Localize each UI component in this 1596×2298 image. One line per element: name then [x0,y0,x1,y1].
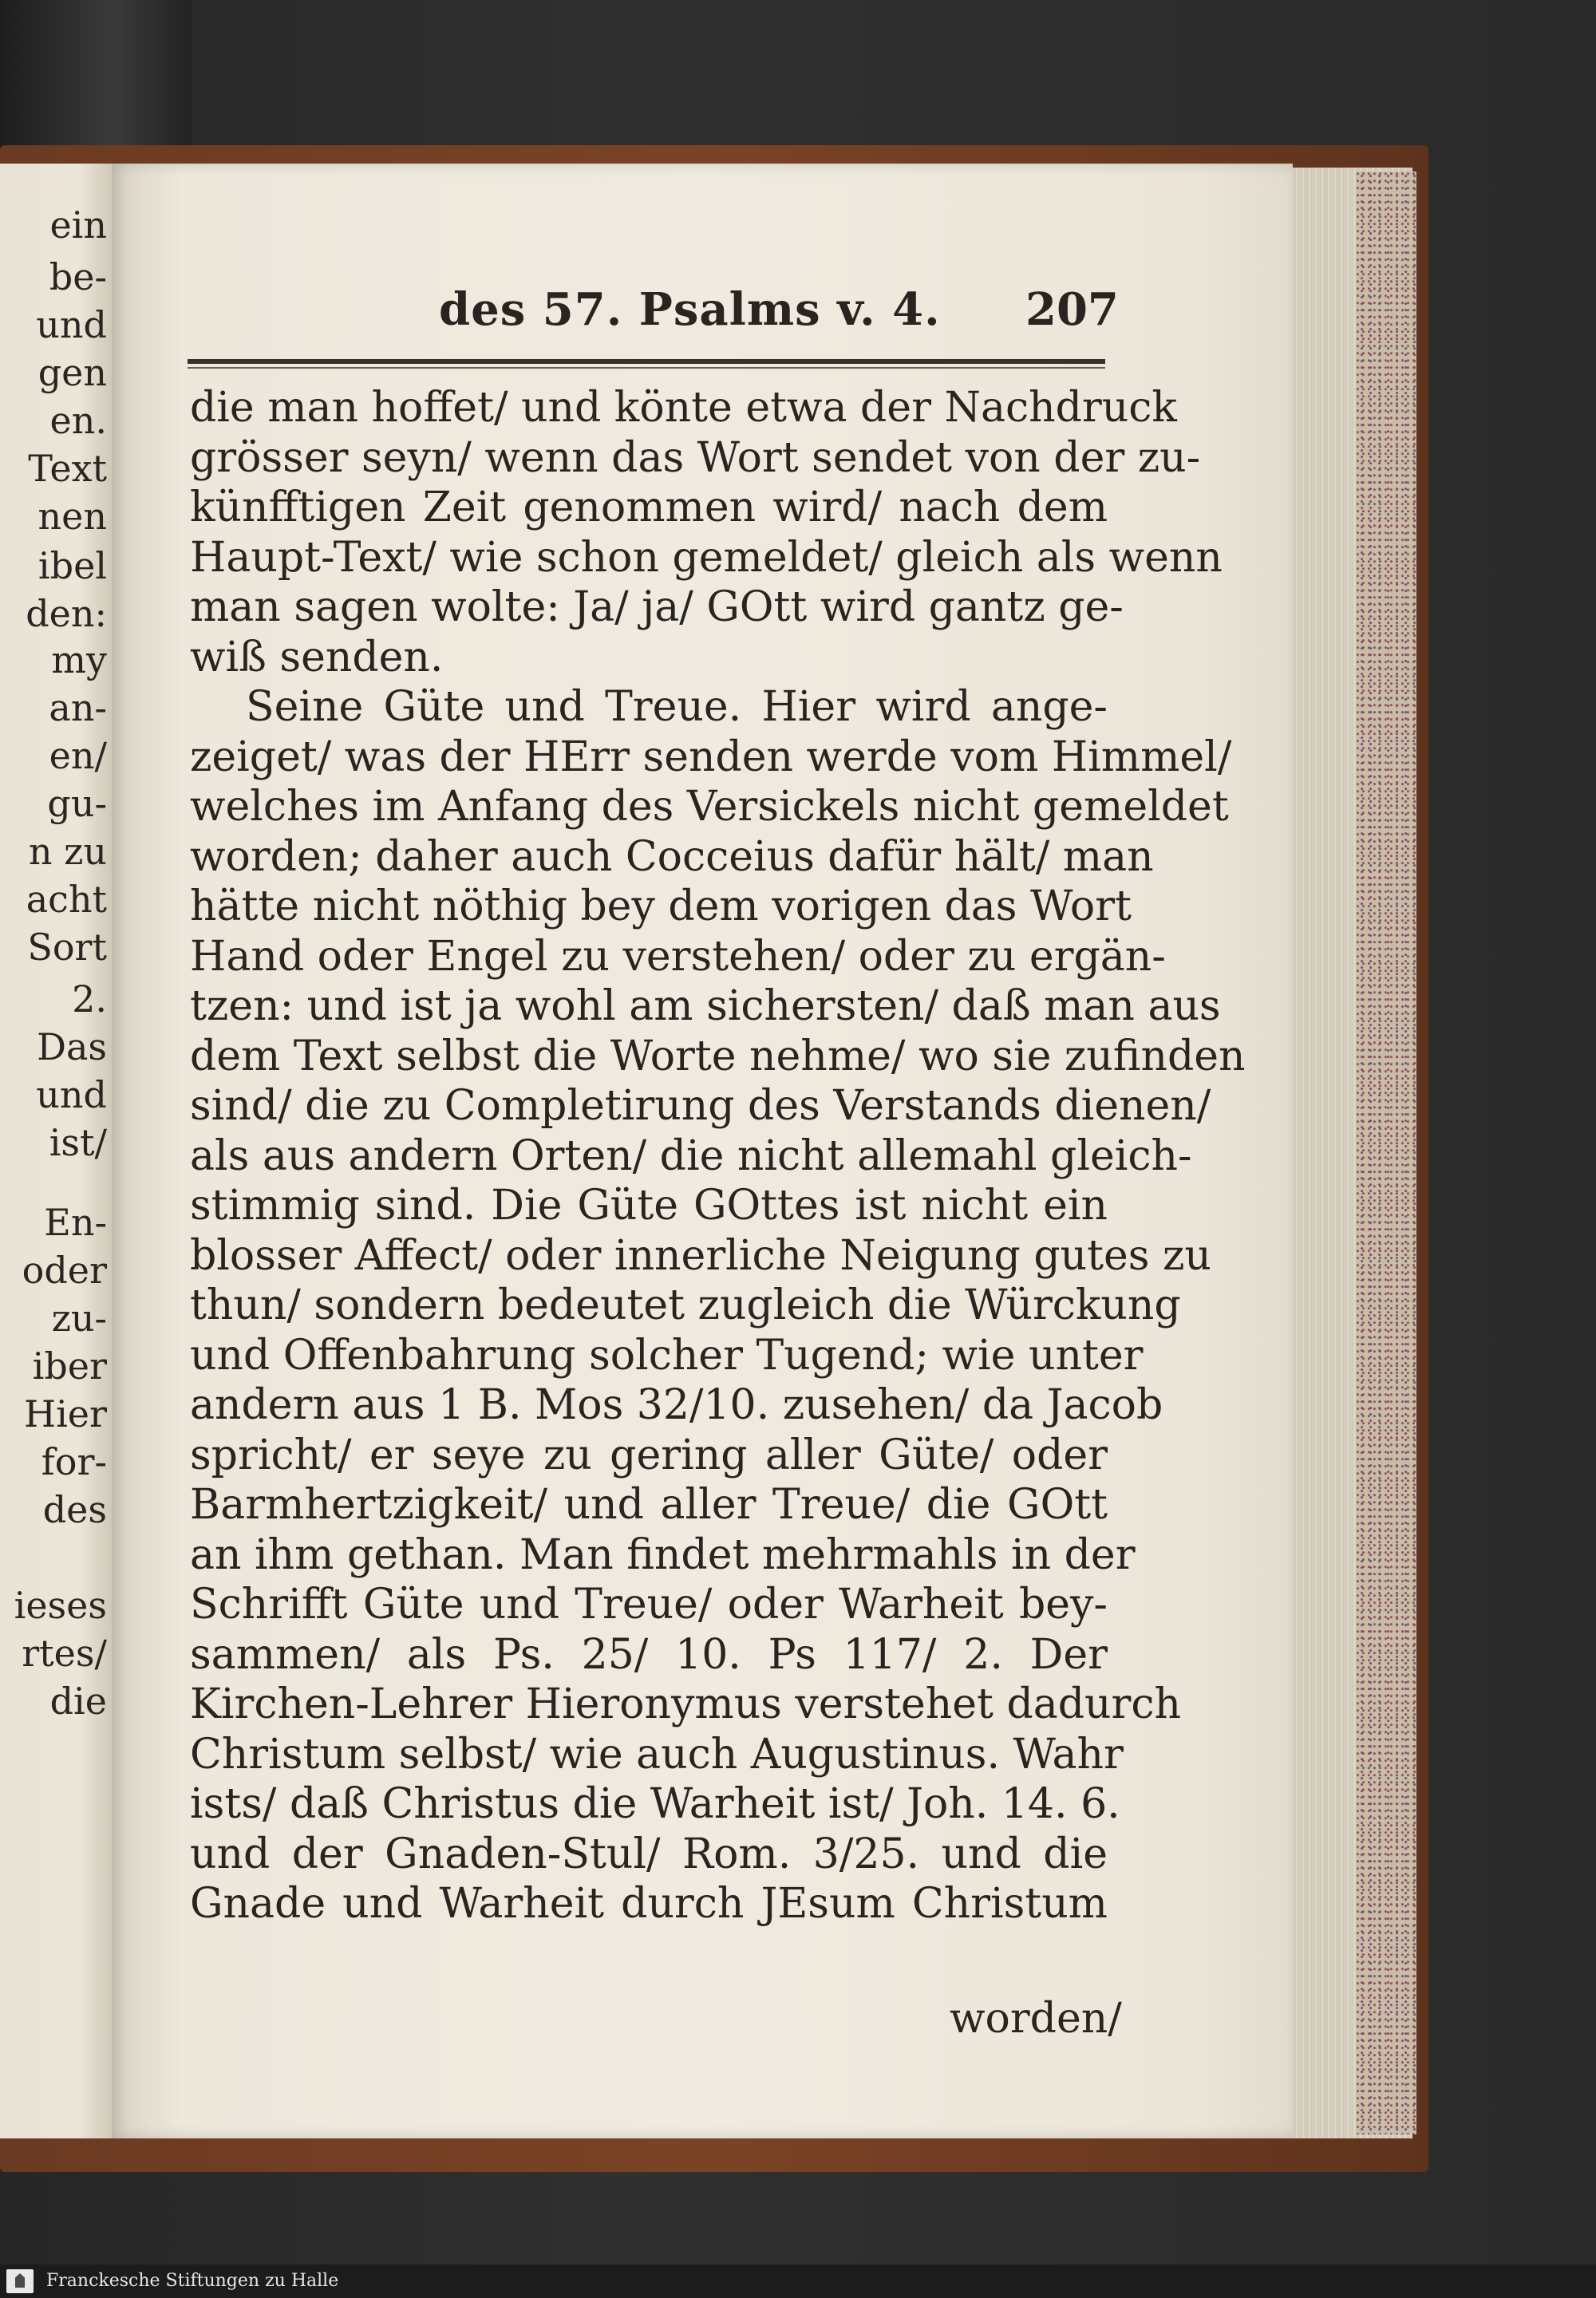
left-page-fragment: En- [44,1201,107,1244]
left-page-fragment: for- [41,1440,107,1483]
header-rule [188,359,1105,364]
body-text [190,383,1246,1929]
left-page-fragment: und [36,303,107,346]
catchword: worden/ [950,1995,1122,2043]
left-page-fragment: die [49,1680,107,1723]
running-head: des 57. Psalms v. 4. [439,283,941,336]
left-page-fragment: und [36,1073,107,1116]
text-line: zeiget/ was der HErr senden werde vom Himmel/ [190,732,1232,781]
left-page-fragment: Text [28,447,107,490]
text-line: blosser Affect/ oder innerliche Neigung gutes zu [190,1231,1211,1280]
text-line: an ihm gethan. Man findet mehrmahls in der [190,1530,1136,1579]
text-line: thun/ sondern bedeutet zugleich die Würckung [190,1281,1181,1329]
text-line: sind/ die zu Completirung des Verstands dienen/ [190,1082,1211,1130]
left-page-fragment: den: [26,592,107,635]
left-page-fragment: ieses [14,1584,107,1627]
text-line: worden; daher auch Cocceius dafür hält/ man [190,832,1154,881]
text-line: andern aus 1 B. Mos 32/10. zusehen/ da Jacob [190,1381,1163,1429]
left-page-fragment: an- [49,686,107,729]
page-edges-speckled [1357,172,1416,2134]
left-page-fragment: be- [49,255,107,298]
spine [0,0,192,160]
text-line: welches im Anfang des Versickels nicht gemeldet [190,783,1229,831]
left-page-fragment: nen [38,495,107,538]
text-line: und der Gnaden-Stul/ Rom. 3/25. und die [190,1830,1108,1878]
left-page-fragment: Sort [27,926,107,969]
text-line: dem Text selbst die Worte nehme/ wo sie zufinden [190,1032,1246,1080]
left-page-fragment: gu- [47,782,107,825]
text-line: Barmhertzigkeit/ und aller Treue/ die GOtt [190,1481,1108,1529]
left-page-fragment: Hier [23,1392,107,1435]
left-page-fragment: ein [49,203,107,247]
page-number: 207 [1025,283,1119,336]
left-page-fragment: zu- [51,1297,107,1340]
text-line: grösser seyn/ wenn das Wort sendet von der zu- [190,433,1201,482]
left-page-fragment: my [51,638,107,681]
left-page-fragment: ibel [38,544,107,587]
text-line: Hand oder Engel zu verstehen/ oder zu ergän- [190,932,1166,981]
text-line: spricht/ er seye zu gering aller Güte/ oder [190,1431,1108,1479]
text-line: die man hoffet/ und könte etwa der Nachdruck [190,384,1177,432]
text-line: künfftigen Zeit genommen wird/ nach dem [190,484,1108,531]
text-line: als aus andern Orten/ die nicht allemahl gleich- [190,1131,1192,1180]
left-page-fragment: en. [49,399,107,442]
left-page-fragment: gen [38,351,107,394]
text-line: man sagen wolte: Ja/ ja/ GOtt wird gantz ge- [190,583,1124,631]
text-line: Kirchen-Lehrer Hieronymus verstehet dadurch [190,1680,1181,1728]
text-line: Schrifft Güte und Treue/ oder Warheit bey- [190,1581,1108,1629]
text-line: stimmig sind. Die Güte GOttes ist nicht ein [190,1182,1108,1230]
left-page-fragment: en/ [49,734,107,777]
left-page-fragment: rtes/ [22,1632,107,1675]
text-line: Christum selbst/ wie auch Augustinus. Wahr [190,1730,1124,1779]
text-line: tzen: und ist ja wohl am sichersten/ daß man aus [190,982,1221,1030]
footer-institution: Franckesche Stiftungen zu Halle [46,2271,339,2291]
text-line: Haupt-Text/ wie schon gemeldet/ gleich als wenn [190,533,1223,582]
text-line: hätte nicht nöthig bey dem vorigen das Wort [190,882,1132,930]
left-page-fragment: iber [32,1344,107,1388]
text-line: Gnade und Warheit durch JEsum Christum [190,1880,1108,1928]
footer-bar [0,2264,1596,2298]
left-page-fragment: des [42,1488,107,1531]
institution-logo-icon [6,2269,34,2293]
text-line: und Offenbahrung solcher Tugend; wie unter [190,1331,1144,1380]
text-line: ists/ daß Christus die Warheit ist/ Joh. 14. 6. [190,1780,1120,1828]
left-page-fragment: oder [22,1249,107,1292]
left-page-fragment: Das [37,1025,107,1068]
left-page [0,164,112,2138]
text-line: sammen/ als Ps. 25/ 10. Ps 117/ 2. Der [190,1630,1108,1679]
left-page-fragment: 2. [72,977,107,1021]
left-page-fragment: n zu [28,830,107,873]
text-line: Seine Güte und Treue. Hier wird ange- [246,683,1108,731]
left-page-fragment: acht [26,878,107,921]
left-page-fragment: ist/ [49,1121,107,1164]
text-line: wiß senden. [190,633,444,681]
